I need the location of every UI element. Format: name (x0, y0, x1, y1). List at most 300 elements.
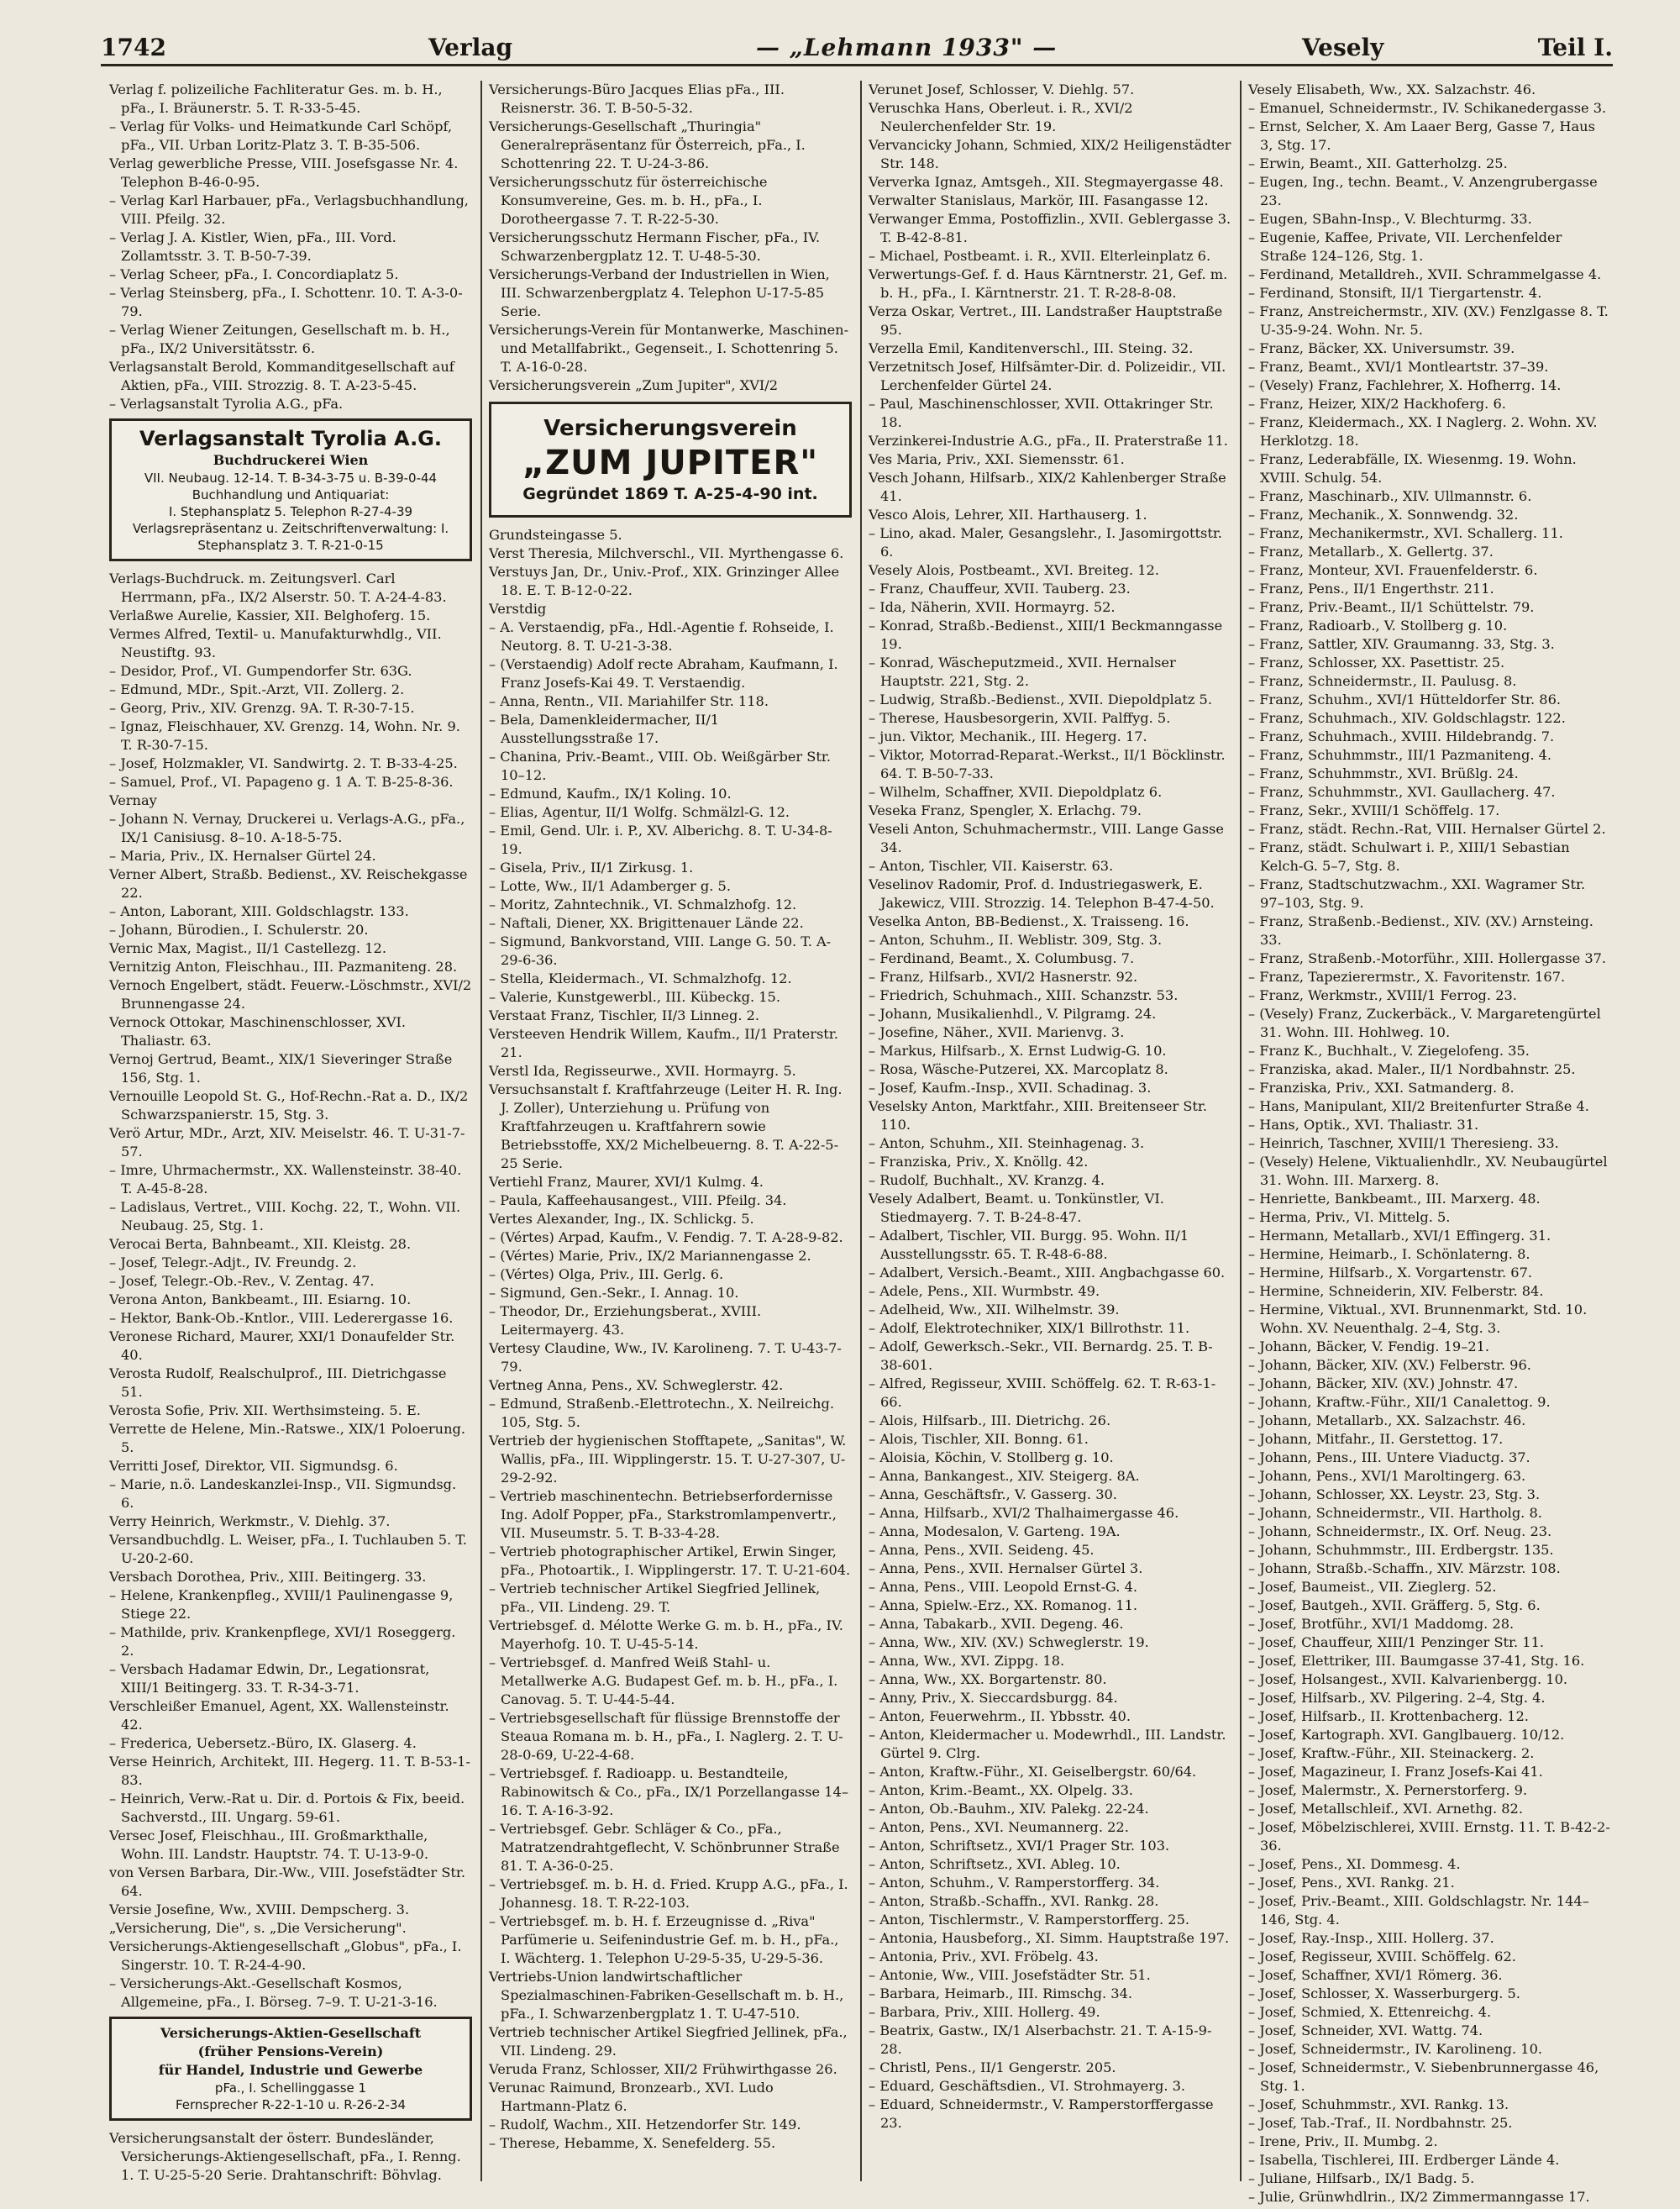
directory-entry: – Marie, n.ö. Landeskanzlei-Insp., VII. Sigmundsg. 6. (109, 1476, 457, 1511)
directory-entry: Verza Oskar, Vertret., III. Landstraßer Hauptstraße 95. (869, 303, 1223, 338)
directory-entry: – Rudolf, Wachm., XII. Hetzendorfer Str. 149. (489, 2117, 801, 2133)
directory-entry: – Josef, Pens., XI. Dommesg. 4. (1248, 1856, 1461, 1872)
directory-entry: – Franziska, akad. Maler., II/1 Nordbahnstr. 25. (1248, 1061, 1576, 1077)
entry-list (869, 81, 1231, 2133)
directory-entry: – Alois, Tischler, XII. Bonng. 61. (869, 1431, 1089, 1447)
advert-tyrolia (109, 418, 472, 561)
advert-title: (früher Pensions-Verein) (197, 2043, 384, 2059)
directory-entry: – Lino, akad. Maler, Gesangslehr., I. Jasomirgottstr. 6. (869, 525, 1222, 560)
directory-entry: Vesely Alois, Postbeamt., XVI. Breiteg. 12. (869, 562, 1159, 578)
directory-entry: Versicherungsanstalt der österr. Bundesländer, Versicherungs-Aktiengesellschaft, pFa., I. Renng. 1. T. U-25-5-20 Serie. Drahtanschrift: Böhvlag. (109, 2130, 461, 2183)
directory-entry: – Anna, Pens., XVII. Seideng. 45. (869, 1542, 1095, 1558)
directory-entry: – Franz, Schlosser, XX. Pasettistr. 25. (1248, 655, 1505, 671)
directory-entry: – Franz, Sekr., XVIII/1 Schöffelg. 17. (1248, 802, 1500, 818)
directory-entry: – Franz, Maschinarb., XIV. Ullmannstr. 6. (1248, 488, 1532, 504)
directory-entry: Vesely Adalbert, Beamt. u. Tonkünstler, VI. Stiedmayerg. 7. T. B-24-8-47. (869, 1191, 1164, 1225)
directory-entry: Veruschka Hans, Oberleut. i. R., XVI/2 Neulerchenfelder Str. 19. (869, 100, 1133, 134)
directory-entry: Verwanger Emma, Postoffizlin., XVII. Geblergasse 3. T. B-42-8-81. (869, 211, 1231, 245)
directory-entry: – Josef, Hilfsarb., II. Krottenbacherg. 12. (1248, 1708, 1529, 1724)
directory-entry: – Anna, Pens., XVII. Hernalser Gürtel 3. (869, 1560, 1143, 1576)
directory-entry: Versie Josefine, Ww., XVIII. Dempscherg. 3. (109, 1901, 410, 1917)
directory-entry: – Ludwig, Straßb.-Bedienst., XVII. Diepoldplatz 5. (869, 692, 1212, 707)
directory-entry: – Verlag für Volks- und Heimatkunde Carl Schöpf, pFa., VII. Urban Loritz-Platz 3. T. B-35-506. (109, 118, 453, 153)
directory-entry: – Josef, Holsangest., XVII. Kalvarienbergg. 10. (1248, 1671, 1568, 1687)
directory-entry: – Vertriebsgef. Gebr. Schläger & Co., pFa., Matratzendrahtgeflecht, V. Schönbrunner Straße 81. T. A-36-0-25. (489, 1821, 840, 1874)
directory-entry: – Therese, Hausbesorgerin, XVII. Palffyg. 5. (869, 710, 1171, 726)
directory-columns (109, 81, 1613, 2205)
advert-line: pFa., I. Schellinggasse 1 (214, 2080, 367, 2096)
directory-entry: – (Vértes) Olga, Priv., III. Gerlg. 6. (489, 1266, 724, 1282)
directory-entry: – Adelheid, Ww., XII. Wilhelmstr. 39. (869, 1302, 1120, 1318)
directory-entry: – Franz, Chauffeur, XVII. Tauberg. 23. (869, 581, 1131, 597)
directory-entry: – Markus, Hilfsarb., X. Ernst Ludwig-G. 10. (869, 1043, 1167, 1059)
directory-entry: Verona Anton, Bankbeamt., III. Esiarng. 10. (109, 1291, 412, 1307)
directory-entry: – Anton, Feuerwehrm., II. Ybbsstr. 40. (869, 1708, 1131, 1724)
directory-entry: – Gisela, Priv., II/1 Zirkusg. 1. (489, 860, 694, 876)
directory-entry: – Anton, Laborant, XIII. Goldschlagstr. 133. (109, 903, 409, 919)
directory-entry: – Franz, Schuhmmstr., III/1 Pazmaniteng. 4. (1248, 747, 1552, 763)
directory-entry: – Anna, Rentn., VII. Mariahilfer Str. 118. (489, 693, 769, 709)
entry-list (489, 526, 852, 2153)
directory-entry: – Lotte, Ww., II/1 Adamberger g. 5. (489, 878, 731, 894)
directory-entry: – Johann, Pens., XVI/1 Maroltingerg. 63. (1248, 1468, 1526, 1484)
directory-entry: – Adalbert, Tischler, VII. Burgg. 95. Wohn. II/1 Ausstellungsstr. 65. T. R-48-6-88. (869, 1228, 1189, 1262)
directory-entry: – Helene, Krankenpfleg., XVIII/1 Paulinengasse 9, Stiege 22. (109, 1587, 454, 1622)
column-1 (109, 81, 472, 2181)
directory-entry: – Alfred, Regisseur, XVIII. Schöffelg. 62. T. R-63-1-66. (869, 1375, 1216, 1410)
directory-entry: – Johann, Musikalienhdl., V. Pilgramg. 24. (869, 1006, 1157, 1022)
directory-entry: Versuchsanstalt f. Kraftfahrzeuge (Leiter H. R. Ing. J. Zoller), Unterziehung u. Prüfung von Kraftfahrzeugen u. Kraftfahrern sowie Betriebsstoffe, XX/2 Michelbeuerng. 8. T. A-22-5-25 Serie. (489, 1081, 843, 1171)
directory-entry: – Johann, Bäcker, XIV. (XV.) Johnstr. 47. (1248, 1375, 1519, 1391)
directory-entry: – Imre, Uhrmachermstr., XX. Wallensteinstr. 38-40. T. A-45-8-28. (109, 1162, 462, 1197)
directory-entry: – Bela, Damenkleidermacher, II/1 Ausstellungsstraße 17. (489, 712, 720, 746)
directory-entry: – Konrad, Straßb.-Bedienst., XIII/1 Beckmanngasse 19. (869, 618, 1223, 652)
directory-entry: – Franz, Beamt., XVI/1 Montleartstr. 37–39. (1248, 359, 1549, 375)
directory-entry: Veselka Anton, BB-Bedienst., X. Traisseng. 16. (869, 913, 1189, 929)
directory-entry: – Isabella, Tischlerei, III. Erdberger Lände 4. (1248, 2152, 1560, 2168)
directory-entry: – Josef, Schneidermstr., V. Siebenbrunnergasse 46, Stg. 1. (1248, 2059, 1599, 2094)
directory-entry: – Anton, Schriftsetz., XVI. Ableg. 10. (869, 1856, 1121, 1872)
directory-entry: – Josef, Malermstr., X. Pernerstorferg. 9. (1248, 1782, 1528, 1798)
directory-entry: – A. Verstaendig, pFa., Hdl.-Agentie f. Rohseide, I. Neutorg. 8. T. U-21-3-38. (489, 619, 834, 654)
directory-entry: Versicherungs-Gesellschaft „Thuringia" Generalrepräsentanz für Österreich, pFa., I. Schottenring 22. T. U-24-3-86. (489, 118, 806, 171)
directory-entry: – Verlag J. A. Kistler, Wien, pFa., III. Vord. Zollamtsstr. 3. T. B-50-7-39. (109, 229, 396, 264)
directory-entry: – Johann N. Vernay, Druckerei u. Verlags-A.G., pFa., IX/1 Canisiusg. 8–10. A-18-5-75. (109, 811, 465, 845)
directory-entry: – Josef, Elettriker, III. Baumgasse 37-41, Stg. 16. (1248, 1653, 1585, 1669)
directory-entry: – Franz, städt. Schulwart i. P., XIII/1 Sebastian Kelch-G. 5–7, Stg. 8. (1248, 839, 1570, 874)
directory-entry: Vernic Max, Magist., II/1 Castellezg. 12. (109, 940, 386, 956)
directory-entry: – Versicherungs-Akt.-Gesellschaft Kosmos, Allgemeine, pFa., I. Börseg. 7–9. T. U-21-3-16. (109, 1975, 438, 2010)
directory-entry: Vertrieb technischer Artikel Siegfried Jellinek, pFa., VII. Lindeng. 29. (489, 2024, 848, 2059)
directory-entry: – Paula, Kaffeehausangest., VIII. Pfeilg. 34. (489, 1192, 787, 1208)
directory-entry: – Josef, Schlosser, X. Wasserburgerg. 5. (1248, 1985, 1520, 2001)
directory-entry: – Barbara, Heimarb., III. Rimschg. 34. (869, 1985, 1133, 2001)
directory-entry: – Adolf, Elektrotechniker, XIX/1 Billrothstr. 11. (869, 1320, 1190, 1336)
directory-entry: Vesco Alois, Lehrer, XII. Harthauserg. 1. (869, 507, 1147, 523)
directory-entry: – Emanuel, Schneidermstr., IV. Schikanedergasse 3. (1248, 100, 1607, 116)
directory-entry: – Rudolf, Buchhalt., XV. Kranzg. 4. (869, 1172, 1105, 1188)
directory-entry: Veseli Anton, Schuhmachermstr., VIII. Lange Gasse 34. (869, 821, 1224, 855)
directory-entry: Verunet Josef, Schlosser, V. Diehlg. 57. (869, 82, 1135, 97)
directory-entry: – (Vesely) Franz, Zuckerbäck., V. Margaretengürtel 31. Wohn. III. Hohlweg. 10. (1248, 1006, 1601, 1040)
directory-entry: – Johann, Straßb.-Schaffn., XIV. Märzstr. 108. (1248, 1560, 1561, 1576)
directory-entry: – Vertriebsgef. f. Radioapp. u. Bestandteile, Rabinowitsch & Co., pFa., IX/1 Porzellangasse 14–16. T. A-16-3-92. (489, 1765, 848, 1818)
directory-entry: – Josef, Pens., XVI. Rankg. 21. (1248, 1875, 1455, 1891)
directory-entry: – Josef, Kraftw.-Führ., XII. Steinackerg. 2. (1248, 1745, 1535, 1761)
directory-entry: – Ladislaus, Vertret., VIII. Kochg. 22, T., Wohn. VII. Neubaug. 25, Stg. 1. (109, 1199, 461, 1233)
directory-entry: – Christl, Pens., II/1 Gengerstr. 205. (869, 2059, 1116, 2075)
directory-entry: – Ferdinand, Beamt., X. Columbusg. 7. (869, 950, 1135, 966)
directory-entry: Vertesy Claudine, Ww., IV. Karolineng. 7. T. U-43-7-79. (489, 1340, 842, 1375)
directory-entry: – Johann, Bäcker, V. Fendig. 19–21. (1248, 1339, 1490, 1354)
directory-entry: – Heinrich, Taschner, XVIII/1 Theresieng. 33. (1248, 1135, 1559, 1151)
directory-entry: – Josef, Brotführ., XVI/1 Maddomg. 28. (1248, 1616, 1515, 1632)
directory-entry: – Franz, Hilfsarb., XVI/2 Hasnerstr. 92. (869, 969, 1138, 985)
directory-entry: – Hermann, Metallarb., XVI/1 Effingerg. 31. (1248, 1228, 1551, 1244)
directory-entry: Vesely Elisabeth, Ww., XX. Salzachstr. 46. (1248, 82, 1536, 97)
directory-entry: – Johann, Schuhmmstr., III. Erdbergstr. 135. (1248, 1542, 1554, 1558)
directory-entry: – Chanina, Priv.-Beamt., VIII. Ob. Weißgärber Str. 10–12. (489, 749, 831, 783)
header-right-keyword: Vesely (1302, 34, 1384, 61)
directory-entry: Verry Heinrich, Werkmstr., V. Diehlg. 37. (109, 1513, 391, 1529)
advert-line: Versicherungsverein (543, 416, 797, 441)
directory-entry: – Vertrieb maschinentechn. Betriebserfordernisse Ing. Adolf Popper, pFa., Starkstromlampenvertr., VII. Museumstr. 5. T. B-33-4-28. (489, 1488, 837, 1541)
directory-entry: Versicherungs-Verband der Industriellen in Wien, III. Schwarzenbergplatz 4. Telephon U-17-5-85 Serie. (489, 266, 830, 319)
directory-entry: Verlag gewerbliche Presse, VIII. Josefsgasse Nr. 4. Telephon B-46-0-95. (109, 155, 459, 190)
directory-entry: Verlags-Buchdruck. m. Zeitungsverl. Carl Herrmann, pFa., IX/2 Alserstr. 50. T. A-24-4-83. (109, 571, 447, 605)
directory-entry: – Franz, Anstreichermstr., XIV. (XV.) Fenzlgasse 8. T. U-35-9-24. Wohn. Nr. 5. (1248, 303, 1609, 338)
directory-entry: Verosta Sofie, Priv. XII. Werthsimsteing. 5. E. (109, 1402, 421, 1418)
directory-entry: – Johann, Schneidermstr., VII. Hartholg. 8. (1248, 1505, 1542, 1521)
directory-entry: Veronese Richard, Maurer, XXI/1 Donaufelder Str. 40. (109, 1328, 455, 1363)
directory-entry: – Sigmund, Bankvorstand, VIII. Lange G. 50. T. A-29-6-36. (489, 934, 832, 968)
directory-entry: – Franz, Straßenb.-Bedienst., XIV. (XV.) Arnsteing. 33. (1248, 913, 1593, 948)
directory-entry: – Vertrieb technischer Artikel Siegfried Jellinek, pFa., VII. Lindeng. 29. T. (489, 1580, 821, 1615)
directory-entry: – Franz, Monteur, XVI. Frauenfelderstr. 6. (1248, 562, 1538, 578)
directory-entry: Vernoch Engelbert, städt. Feuerw.-Löschmstr., XVI/2 Brunnengasse 24. (109, 977, 472, 1012)
directory-entry: von Versen Barbara, Dir.-Ww., VIII. Josefstädter Str. 64. (109, 1865, 466, 1899)
directory-entry: – Samuel, Prof., VI. Papageno g. 1 A. T. B-25-8-36. (109, 774, 454, 790)
directory-entry: – Anna, Geschäftsfr., V. Gasserg. 30. (869, 1486, 1117, 1502)
directory-entry: – Josef, Bautgeh., XVII. Gräfferg. 5, Stg. 6. (1248, 1597, 1541, 1613)
advert-line: Buchhandlung und Antiquariat: (192, 487, 390, 502)
directory-entry: Veruda Franz, Schlosser, XII/2 Frühwirthgasse 26. (489, 2061, 837, 2077)
directory-entry: – Franz, Bäcker, XX. Universumstr. 39. (1248, 340, 1515, 356)
directory-entry: – Franz, Metallarb., X. Gellertg. 37. (1248, 544, 1494, 560)
directory-entry: – Hektor, Bank-Ob.-Kntlor., VIII. Lederergasse 16. (109, 1310, 454, 1326)
directory-entry: Vertrieb der hygienischen Stofftapete, „Sanitas", W. Wallis, pFa., III. Wipplingerstr. 15. T. U-27-307, U-29-2-92. (489, 1433, 847, 1486)
directory-entry: – Franz, Pens., II/1 Engerthstr. 211. (1248, 581, 1494, 597)
directory-entry: – Anna, Tabakarb., XVII. Degeng. 46. (869, 1616, 1124, 1632)
directory-entry: – Erwin, Beamt., XII. Gatterholzg. 25. (1248, 155, 1508, 171)
directory-entry: Veselinov Radomir, Prof. d. Industriegaswerk, E. Jakewicz, VIII. Strozzig. 14. Telephon B-47-4-50. (869, 876, 1215, 911)
directory-entry: – Anton, Schriftsetz., XVI/1 Prager Str. 103. (869, 1838, 1170, 1854)
directory-entry: Verstdig (489, 601, 547, 617)
directory-entry: – Adele, Pens., XII. Wurmbstr. 49. (869, 1283, 1100, 1299)
entry-list (1248, 81, 1611, 2206)
directory-entry: – Josef, Telegr.-Ob.-Rev., V. Zentag. 47. (109, 1273, 375, 1289)
directory-entry: – Anna, Pens., VIII. Leopold Ernst-G. 4. (869, 1579, 1138, 1595)
directory-entry: – Franz, Schuhmmstr., XVI. Gaullacherg. 47. (1248, 784, 1556, 800)
directory-entry: – Ignaz, Fleischhauer, XV. Grenzg. 14, Wohn. Nr. 9. T. R-30-7-15. (109, 718, 460, 753)
directory-entry: – Franz, Kleidermach., XX. I Naglerg. 2. Wohn. XV. Herklotzg. 18. (1248, 414, 1598, 449)
directory-entry: – Josef, Kaufm.-Insp., XVII. Schadinag. 3. (869, 1080, 1152, 1096)
directory-entry: Verzella Emil, Kanditenverschl., III. Steing. 32. (869, 340, 1194, 356)
directory-entry: – Josefine, Näher., XVII. Marienvg. 3. (869, 1024, 1125, 1040)
directory-entry: Vernouille Leopold St. G., Hof-Rechn.-Rat a. D., IX/2 Schwarzspanierstr. 15, Stg. 3. (109, 1088, 469, 1123)
directory-entry: – Alois, Hilfsarb., III. Dietrichg. 26. (869, 1412, 1111, 1428)
directory-entry: Versicherungs-Aktiengesellschaft „Globus", pFa., I. Singerstr. 10. T. R-24-4-90. (109, 1938, 462, 1973)
directory-entry: – Eduard, Geschäftsdien., VI. Strohmayerg. 3. (869, 2078, 1186, 2094)
advert-title: „ZUM JUPITER" (522, 444, 819, 482)
directory-entry: – Verlag Karl Harbauer, pFa., Verlagsbuchhandlung, VIII. Pfeilg. 32. (109, 192, 469, 227)
directory-entry: – Franz, Schuhm., XVI/1 Hütteldorfer Str. 86. (1248, 692, 1562, 707)
directory-entry: Verlag f. polizeiliche Fachliteratur Ges. m. b. H., pFa., I. Bräunerstr. 5. T. R-33-5-45. (109, 82, 443, 116)
advert-subtitle: Buchdruckerei Wien (213, 452, 369, 468)
directory-entry: Verst Theresia, Milchverschl., VII. Myrthengasse 6. (489, 545, 844, 561)
directory-entry: „Versicherung, Die", s. „Die Versicherung". (109, 1920, 407, 1936)
directory-entry: – Anna, Ww., XX. Borgartenstr. 80. (869, 1671, 1107, 1687)
directory-entry: – Anton, Kleidermacher u. Modewrhdl., III. Landstr. Gürtel 9. Clrg. (869, 1727, 1226, 1761)
directory-entry: Versicherungs-Verein für Montanwerke, Maschinen- und Metallfabrikt., Gegenseit., I. Schottenring 5. T. A-16-0-28. (489, 322, 849, 375)
directory-entry: – Josef, Magazineur, I. Franz Josefs-Kai 41. (1248, 1764, 1543, 1780)
directory-entry: – Verlagsanstalt Tyrolia A.G., pFa. (109, 396, 344, 412)
directory-entry: – Julie, Grünwhdlrin., IX/2 Zimmermanngasse 17. (1248, 2189, 1590, 2205)
directory-entry: – Hans, Optik., XVI. Thaliastr. 31. (1248, 1117, 1479, 1133)
directory-entry: – Ferdinand, Stonsift, II/1 Tiergartenstr. 4. (1248, 285, 1542, 301)
directory-entry: – Eugenie, Kaffee, Private, VII. Lerchenfelder Straße 124–126, Stg. 1. (1248, 229, 1562, 264)
directory-entry: Verstaat Franz, Tischler, II/3 Linneg. 2. (489, 1007, 760, 1023)
directory-entry: – Anton, Krim.-Beamt., XX. Olpelg. 33. (869, 1782, 1134, 1798)
directory-entry: – Josef, Baumeist., VII. Zieglerg. 52. (1248, 1579, 1497, 1595)
advert-title: Versicherungs-Aktien-Gesellschaft (160, 2025, 422, 2041)
directory-entry: Verunac Raimund, Bronzearb., XVI. Ludo Hartmann-Platz 6. (489, 2080, 774, 2114)
directory-entry: Vertriebs-Union landwirtschaftlicher Spezialmaschinen-Fabriken-Gesellschaft m. b. H., pFa., I. Schwarzenbergplatz 1. T. U-47-510. (489, 1969, 844, 2022)
directory-entry: – Edmund, MDr., Spit.-Arzt, VII. Zollerg. 2. (109, 681, 405, 697)
directory-entry: – Franz, Heizer, XIX/2 Hackhoferg. 6. (1248, 396, 1506, 412)
directory-entry: – Verlag Steinsberg, pFa., I. Schottenr. 10. T. A-3-0-79. (109, 285, 463, 319)
advert-zum-jupiter (489, 402, 852, 518)
directory-entry: Vernoj Gertrud, Beamt., XIX/1 Sieveringer Straße 156, Stg. 1. (109, 1051, 453, 1086)
directory-entry: – Theodor, Dr., Erziehungsberat., XVIII. Leitermayerg. 43. (489, 1303, 762, 1338)
directory-entry: Vertriebsgef. d. Mélotte Werke G. m. b. H., pFa., IV. Mayerhofg. 10. T. U-45-5-14. (489, 1617, 843, 1652)
directory-entry: Verzetnitsch Josef, Hilfsämter-Dir. d. Polizeidir., VII. Lerchenfelder Gürtel 24. (869, 359, 1226, 393)
advert-line: I. Stephansplatz 5. Telephon R-27-4-39 (168, 504, 413, 519)
directory-entry: – Anna, Bankangest., XIV. Steigerg. 8A. (869, 1468, 1140, 1484)
directory-entry: Verrette de Helene, Min.-Ratswe., XIX/1 Poloerung. 5. (109, 1421, 466, 1455)
directory-entry: Grundsteingasse 5. (489, 527, 622, 543)
advert-line: Verlagsrepräsentanz u. Zeitschriftenverwaltung: I. Stephansplatz 3. T. R-21-0-15 (132, 521, 449, 553)
directory-entry: – (Verstaendig) Adolf recte Abraham, Kaufmann, I. Franz Josefs-Kai 49. T. Verstaendig. (489, 656, 838, 691)
directory-entry: – Josef, Schuhmmstr., XVI. Rankg. 13. (1248, 2096, 1509, 2112)
directory-entry: – Anna, Modesalon, V. Garteng. 19A. (869, 1523, 1121, 1539)
directory-entry: – Johann, Pens., III. Untere Viaductg. 37. (1248, 1449, 1530, 1465)
directory-entry: – Adalbert, Versich.-Beamt., XIII. Angbachgasse 60. (869, 1265, 1226, 1281)
directory-entry: – Ida, Näherin, XVII. Hormayrg. 52. (869, 599, 1116, 615)
page-number: 1742 (101, 34, 166, 61)
directory-entry: – Josef, Holzmakler, VI. Sandwirtg. 2. T. B-33-4-25. (109, 755, 458, 771)
directory-entry: Verwalter Stanislaus, Markör, III. Fasangasse 12. (869, 192, 1209, 208)
directory-entry: Verlagsanstalt Berold, Kommanditgesellschaft auf Aktien, pFa., VIII. Strozzig. 8. T. A-23-5-45. (109, 359, 454, 393)
directory-entry: – Vertriebsgef. m. b. H. d. Fried. Krupp A.G., pFa., I. Johannesg. 18. T. R-22-103. (489, 1876, 848, 1911)
directory-entry: Verse Heinrich, Architekt, III. Hegerg. 11. T. B-53-1-83. (109, 1754, 470, 1788)
directory-entry: – Elias, Agentur, II/1 Wolfg. Schmälzl-G. 12. (489, 804, 790, 820)
directory-entry: Vesch Johann, Hilfsarb., XIX/2 Kahlenberger Straße 41. (869, 470, 1226, 504)
directory-entry: – Anton, Tischlermstr., V. Ramperstorfferg. 25. (869, 1912, 1190, 1928)
advert-title: für Handel, Industrie und Gewerbe (158, 2062, 423, 2078)
directory-entry: – Franz, Schuhmmstr., XVI. Brüßlg. 24. (1248, 765, 1519, 781)
directory-entry: – Franz, Sattler, XIV. Graumanng. 33, Stg. 3. (1248, 636, 1555, 652)
advert-line: Fernsprecher R-22-1-10 u. R-26-2-34 (175, 2097, 407, 2112)
directory-entry: – Johann, Bäcker, XIV. (XV.) Felberstr. 96. (1248, 1357, 1531, 1373)
directory-entry: – Anna, Hilfsarb., XVI/2 Thalhaimergasse 46. (869, 1505, 1179, 1521)
directory-entry: Versicherungsverein „Zum Jupiter", XVI/2 (489, 377, 779, 393)
directory-entry: – Franz, städt. Rechn.-Rat, VIII. Hernalser Gürtel 2. (1248, 821, 1606, 837)
directory-entry: – Valerie, Kunstgewerbl., III. Kübeckg. 15. (489, 989, 780, 1005)
directory-entry: Vertneg Anna, Pens., XV. Schweglerstr. 42. (489, 1377, 784, 1393)
directory-entry: Vernitzig Anton, Fleischhau., III. Pazmaniteng. 28. (109, 959, 458, 975)
directory-entry: Vertiehl Franz, Maurer, XVI/1 Kulmg. 4. (489, 1174, 764, 1190)
directory-entry: Vernock Ottokar, Maschinenschlosser, XVI. Thaliastr. 63. (109, 1014, 406, 1049)
directory-entry: Verocai Berta, Bahnbeamt., XII. Kleistg. 28. (109, 1236, 412, 1252)
directory-entry: – Anton, Schuhm., V. Ramperstorfferg. 34. (869, 1875, 1160, 1891)
directory-entry: – Anton, Tischler, VII. Kaiserstr. 63. (869, 858, 1114, 874)
directory-entry: – Josef, Schneider, XVI. Wattg. 74. (1248, 2022, 1483, 2038)
directory-entry: – Josef, Chauffeur, XIII/1 Penzinger Str. 11. (1248, 1634, 1545, 1650)
directory-entry: – Anna, Ww., XVI. Zippg. 18. (869, 1653, 1065, 1669)
directory-entry: – Anna, Ww., XIV. (XV.) Schweglerstr. 19. (869, 1634, 1149, 1650)
directory-entry: – Viktor, Motorrad-Reparat.-Werkst., II/1 Böcklinstr. 64. T. B-50-7-33. (869, 747, 1226, 781)
entry-list (109, 81, 472, 413)
column-3 (869, 81, 1231, 2181)
directory-entry: – Anton, Straßb.-Schaffn., XVI. Rankg. 28. (869, 1893, 1159, 1909)
directory-entry: Veseka Franz, Spengler, X. Erlachg. 79. (869, 802, 1142, 818)
directory-entry: – Josef, Ray.-Insp., XIII. Hollerg. 37. (1248, 1930, 1494, 1946)
header-part: Teil I. (1537, 34, 1613, 61)
directory-entry: Ververka Ignaz, Amtsgeh., XII. Stegmayergasse 48. (869, 174, 1224, 190)
directory-entry: – Josef, Schneidermstr., IV. Karolineng. 10. (1248, 2041, 1543, 2057)
directory-entry: – Franz, Schneidermstr., II. Paulusg. 8. (1248, 673, 1517, 689)
directory-entry: – Frederica, Uebersetz.-Büro, IX. Glaserg. 4. (109, 1735, 417, 1751)
directory-entry: – Vertrieb photographischer Artikel, Erwin Singer, pFa., Photoartik., I. Wipplingerstr. 17. T. U-21-604. (489, 1544, 851, 1578)
directory-entry: – Franz, Schuhmach., XIV. Goldschlagstr. 122. (1248, 710, 1566, 726)
directory-entry: Vernay (109, 792, 157, 808)
directory-entry: Verstuys Jan, Dr., Univ.-Prof., XIX. Grinzinger Allee 18. E. T. B-12-0-22. (489, 564, 840, 598)
directory-entry: – Versbach Hadamar Edwin, Dr., Legationsrat, XIII/1 Beitingerg. 33. T. R-34-3-71. (109, 1661, 430, 1696)
directory-entry: – Therese, Hebamme, X. Senefelderg. 55. (489, 2135, 776, 2151)
directory-entry: Verzinkerei-Industrie A.G., pFa., II. Praterstraße 11. (869, 433, 1228, 449)
directory-entry: – Antonia, Hausbeforg., XI. Simm. Hauptstraße 197. (869, 1930, 1230, 1946)
directory-entry: – Henriette, Bankbeamt., III. Marxerg. 48. (1248, 1191, 1541, 1207)
directory-entry: – Irene, Priv., II. Mumbg. 2. (1248, 2133, 1438, 2149)
directory-entry: – Anton, Schuhm., II. Weblistr. 309, Stg. 3. (869, 932, 1163, 948)
directory-entry: – Friedrich, Schuhmach., XIII. Schanzstr. 53. (869, 987, 1179, 1003)
directory-entry: – Franz, Werkmstr., XVIII/1 Ferrog. 23. (1248, 987, 1517, 1003)
directory-entry: – Johann, Kraftw.-Führ., XII/1 Canalettog. 9. (1248, 1394, 1551, 1410)
directory-entry: – Ferdinand, Metalldreh., XVII. Schrammelgasse 4. (1248, 266, 1602, 282)
directory-entry: – Eugen, Ing., techn. Beamt., V. Anzengrubergasse 23. (1248, 174, 1598, 208)
directory-entry: – Vertriebsgef. m. b. H. f. Erzeugnisse d. „Riva" Parfümerie u. Seifenindustrie Gef. m. b. H., pFa., I. Wächterg. 1. Telephon U-29-5-35, U-29-5-36. (489, 1913, 839, 1966)
directory-entry: – Heinrich, Verw.-Rat u. Dir. d. Portois & Fix, beeid. Sachverstd., III. Ungarg. 59-61. (109, 1791, 465, 1825)
directory-entry: – Juliane, Hilfsarb., IX/1 Badg. 5. (1248, 2170, 1475, 2186)
directory-entry: – Josef, Tab.-Traf., II. Nordbahnstr. 25. (1248, 2115, 1513, 2131)
directory-entry: Vermes Alfred, Textil- u. Manufakturwhdlg., VII. Neustiftg. 93. (109, 626, 442, 660)
directory-entry: – Josef, Metallschleif., XVI. Arnethg. 82. (1248, 1801, 1523, 1817)
directory-entry: – Herma, Priv., VI. Mittelg. 5. (1248, 1209, 1451, 1225)
directory-entry: – Josef, Schaffner, XVI/1 Römerg. 36. (1248, 1967, 1503, 1983)
directory-entry: Vertes Alexander, Ing., IX. Schlickg. 5. (489, 1211, 754, 1227)
directory-entry: – Franziska, Priv., X. Knöllg. 42. (869, 1154, 1089, 1170)
entry-list (489, 81, 852, 395)
directory-entry: Versandbuchdlg. L. Weiser, pFa., I. Tuchlauben 5. T. U-20-2-60. (109, 1532, 467, 1566)
directory-entry: – Desidor, Prof., VI. Gumpendorfer Str. 63G. (109, 663, 412, 679)
directory-entry: Verschleißer Emanuel, Agent, XX. Wallensteinstr. 42. (109, 1698, 449, 1733)
directory-entry: – Josef, Kartograph. XVI. Ganglbauerg. 10/12. (1248, 1727, 1565, 1743)
directory-entry: Verosta Rudolf, Realschulprof., III. Dietrichgasse 51. (109, 1365, 447, 1400)
directory-entry: – Beatrix, Gastw., IX/1 Alserbachstr. 21. T. A-15-9-28. (869, 2022, 1212, 2057)
directory-entry: Verritti Josef, Direktor, VII. Sigmundsg. 6. (109, 1458, 398, 1474)
directory-entry: – Franziska, Priv., XXI. Satmanderg. 8. (1248, 1080, 1515, 1096)
directory-entry: – Franz, Lederabfälle, IX. Wiesenmg. 19. Wohn. XVIII. Schulg. 54. (1248, 451, 1577, 486)
directory-entry: – Wilhelm, Schaffner, XVII. Diepoldplatz 6. (869, 784, 1163, 800)
directory-entry: – Ernst, Selcher, X. Am Laaer Berg, Gasse 7, Haus 3, Stg. 17. (1248, 118, 1595, 153)
directory-entry: – Franz, Radioarb., V. Stollberg g. 10. (1248, 618, 1508, 634)
directory-entry: – Vertriebsgef. d. Manfred Weiß Stahl- u. Metallwerke A.G. Budapest Gef. m. b. H., pFa., I. Canovag. 5. T. U-44-5-44. (489, 1654, 838, 1707)
column-4 (1248, 81, 1611, 2205)
directory-entry: – Verlag Wiener Zeitungen, Gesellschaft m. b. H., pFa., IX/2 Universitätsstr. 6. (109, 322, 450, 356)
directory-entry: Veselsky Anton, Marktfahr., XIII. Breitenseer Str. 110. (869, 1098, 1208, 1133)
directory-entry: – Paul, Maschinenschlosser, XVII. Ottakringer Str. 18. (869, 396, 1214, 430)
directory-entry: – Verlag Scheer, pFa., I. Concordiaplatz 5. (109, 266, 399, 282)
directory-entry: – Georg, Priv., XIV. Grenzg. 9A. T. R-30-7-15. (109, 700, 415, 716)
advert-title: Verlagsanstalt Tyrolia A.G. (139, 427, 442, 450)
directory-entry: Verwertungs-Gef. f. d. Haus Kärntnerstr. 21, Gef. m. b. H., pFa., I. Kärntnerstr. 21. T. R-28-8-08. (869, 266, 1228, 301)
page-header (101, 34, 1613, 66)
directory-entry: Ves Maria, Priv., XXI. Siemensstr. 61. (869, 451, 1125, 467)
directory-entry: Versbach Dorothea, Priv., XIII. Beitingerg. 33. (109, 1569, 427, 1585)
directory-entry: Verner Albert, Straßb. Bedienst., XV. Reischekgasse 22. (109, 866, 468, 901)
advert-line: Gegründet 1869 T. A-25-4-90 int. (522, 485, 818, 503)
directory-entry: – Franz, Schuhmach., XVIII. Hildebrandg. 7. (1248, 728, 1555, 744)
directory-entry: Vervancicky Johann, Schmied, XIX/2 Heiligenstädter Str. 148. (869, 137, 1231, 171)
directory-entry: – Anton, Pens., XVI. Neumannerg. 22. (869, 1819, 1129, 1835)
directory-entry: – Johann, Schneidermstr., IX. Orf. Neug. 23. (1248, 1523, 1552, 1539)
directory-entry: – Franz, Stadtschutzwachm., XXI. Wagramer Str. 97–103, Stg. 9. (1248, 876, 1586, 911)
directory-entry: – Franz K., Buchhalt., V. Ziegelofeng. 35. (1248, 1043, 1530, 1059)
directory-entry: – Johann, Mitfahr., II. Gerstettog. 17. (1248, 1431, 1504, 1447)
directory-entry: – Antonie, Ww., VIII. Josefstädter Str. 51. (869, 1967, 1151, 1983)
directory-entry: – Johann, Bürodien., I. Schulerstr. 20. (109, 922, 369, 938)
directory-entry: – Josef, Telegr.-Adjt., IV. Freundg. 2. (109, 1254, 357, 1270)
directory-entry: – Barbara, Priv., XIII. Hollerg. 49. (869, 2004, 1100, 2020)
entry-list (109, 2129, 472, 2185)
directory-entry: – Emil, Gend. Ulr. i. P., XV. Alberichg. 8. T. U-34-8-19. (489, 823, 832, 857)
header-title: — „Lehmann 1933" — (756, 34, 1058, 61)
directory-entry: – Antonia, Priv., XVI. Fröbelg. 43. (869, 1949, 1099, 1964)
directory-entry: – Eduard, Schneidermstr., V. Ramperstorffergasse 23. (869, 2096, 1214, 2131)
directory-entry: – Franz, Mechanikermstr., XVI. Schallerg. 11. (1248, 525, 1563, 541)
directory-entry: – Franz, Mechanik., X. Sonnwendg. 32. (1248, 507, 1519, 523)
directory-entry: Verlaßwe Aurelie, Kassier, XII. Belghoferg. 15. (109, 607, 431, 623)
directory-entry: – (Vesely) Helene, Viktualienhdlr., XV. Neubaugürtel 31. Wohn. III. Marxerg. 8. (1248, 1154, 1608, 1188)
directory-entry: – Josef, Priv.-Beamt., XIII. Goldschlagstr. Nr. 144–146, Stg. 4. (1248, 1893, 1589, 1928)
directory-entry: – Edmund, Straßenb.-Elettrotechn., X. Neilreichg. 105, Stg. 5. (489, 1396, 834, 1430)
entry-list (109, 570, 472, 2012)
directory-entry: – (Vesely) Franz, Fachlehrer, X. Hofherrg. 14. (1248, 377, 1562, 393)
directory-entry: – Hermine, Viktual., XVI. Brunnenmarkt, Std. 10. Wohn. XV. Neuenthalg. 2–4, Stg. 3. (1248, 1302, 1588, 1336)
directory-entry: – Franz, Tapezierermstr., X. Favoritenstr. 167. (1248, 969, 1566, 985)
directory-entry: Versicherungsschutz Hermann Fischer, pFa., IV. Schwarzenbergplatz 12. T. U-48-5-30. (489, 229, 821, 264)
